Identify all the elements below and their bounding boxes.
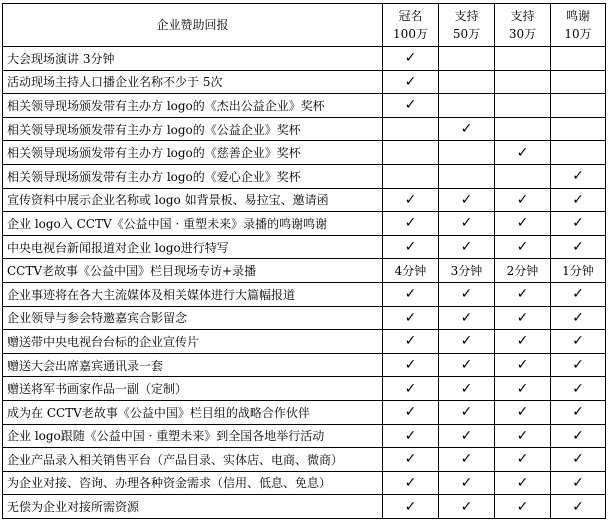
empty-cell xyxy=(551,70,606,94)
check-mark-icon: ✓ xyxy=(439,282,495,306)
check-mark-icon: ✓ xyxy=(495,400,551,424)
empty-cell xyxy=(439,141,495,165)
check-mark-icon: ✓ xyxy=(439,235,495,259)
tier-amount: 100万 xyxy=(393,27,428,41)
check-mark-icon: ✓ xyxy=(495,282,551,306)
check-mark-icon: ✓ xyxy=(383,330,439,354)
empty-cell xyxy=(551,47,606,71)
check-mark-icon: ✓ xyxy=(495,471,551,495)
empty-cell xyxy=(495,47,551,71)
check-mark-icon: ✓ xyxy=(551,495,606,519)
reward-item: 企业 logo跟随《公益中国 · 重塑未来》到全国各地举行活动 xyxy=(3,424,383,448)
check-mark-icon: ✓ xyxy=(383,471,439,495)
empty-cell xyxy=(495,70,551,94)
tier-header-3 xyxy=(551,4,606,47)
check-mark-icon: ✓ xyxy=(495,235,551,259)
reward-item: 赠送大会出席嘉宾通讯录一套 xyxy=(3,353,383,377)
check-mark-icon: ✓ xyxy=(439,330,495,354)
table-row xyxy=(3,259,606,283)
empty-cell xyxy=(551,117,606,141)
tier-name: 支持 xyxy=(510,9,535,23)
header-row xyxy=(3,4,606,47)
check-mark-icon: ✓ xyxy=(383,495,439,519)
check-mark-icon: ✓ xyxy=(439,400,495,424)
check-mark-icon: ✓ xyxy=(439,424,495,448)
table-row xyxy=(3,424,606,448)
table-row xyxy=(3,188,606,212)
check-mark-icon: ✓ xyxy=(495,353,551,377)
tier-header-2 xyxy=(495,4,551,47)
check-mark-icon: ✓ xyxy=(551,235,606,259)
check-mark-icon: ✓ xyxy=(439,306,495,330)
empty-cell xyxy=(551,94,606,118)
empty-cell xyxy=(439,70,495,94)
empty-cell xyxy=(495,117,551,141)
check-mark-icon: ✓ xyxy=(551,164,606,188)
tier-value: 3分钟 xyxy=(439,259,495,283)
reward-item: 企业领导与参会特邀嘉宾合影留念 xyxy=(3,306,383,330)
check-mark-icon: ✓ xyxy=(383,353,439,377)
check-mark-icon: ✓ xyxy=(551,424,606,448)
check-mark-icon: ✓ xyxy=(439,212,495,236)
table-row xyxy=(3,471,606,495)
empty-cell xyxy=(383,141,439,165)
empty-cell xyxy=(439,94,495,118)
check-mark-icon: ✓ xyxy=(439,448,495,472)
table-header xyxy=(3,4,606,47)
check-mark-icon: ✓ xyxy=(551,471,606,495)
table-row xyxy=(3,141,606,165)
check-mark-icon: ✓ xyxy=(495,330,551,354)
check-mark-icon: ✓ xyxy=(495,306,551,330)
tier-amount: 50万 xyxy=(452,27,481,41)
tier-name: 鸣谢 xyxy=(565,9,590,23)
empty-cell xyxy=(439,47,495,71)
check-mark-icon: ✓ xyxy=(439,495,495,519)
check-mark-icon: ✓ xyxy=(383,282,439,306)
check-mark-icon: ✓ xyxy=(383,377,439,401)
empty-cell xyxy=(383,117,439,141)
table-row xyxy=(3,47,606,71)
table-row xyxy=(3,353,606,377)
check-mark-icon: ✓ xyxy=(383,448,439,472)
table-row xyxy=(3,117,606,141)
reward-item: 无偿为企业对接所需资源 xyxy=(3,495,383,519)
check-mark-icon: ✓ xyxy=(439,471,495,495)
check-mark-icon: ✓ xyxy=(383,235,439,259)
tier-header-1 xyxy=(439,4,495,47)
tier-value: 1分钟 xyxy=(551,259,606,283)
empty-cell xyxy=(495,94,551,118)
tier-header-0 xyxy=(383,4,439,47)
reward-item: CCTV老故事《公益中国》栏目现场专访+录播 xyxy=(3,259,383,283)
check-mark-icon: ✓ xyxy=(495,377,551,401)
check-mark-icon: ✓ xyxy=(439,377,495,401)
check-mark-icon: ✓ xyxy=(495,212,551,236)
table-row xyxy=(3,400,606,424)
check-mark-icon: ✓ xyxy=(551,330,606,354)
table-row xyxy=(3,94,606,118)
check-mark-icon: ✓ xyxy=(383,424,439,448)
tier-amount: 30万 xyxy=(508,27,537,41)
tier-value: 4分钟 xyxy=(383,259,439,283)
table-row xyxy=(3,70,606,94)
reward-item: 赠送将军书画家作品一副（定制） xyxy=(3,377,383,401)
reward-item: 相关领导现场颁发带有主办方 logo的《杰出公益企业》奖杯 xyxy=(3,94,383,118)
table-row xyxy=(3,377,606,401)
reward-item: 相关领导现场颁发带有主办方 logo的《慈善企业》奖杯 xyxy=(3,141,383,165)
table-row xyxy=(3,448,606,472)
table-row xyxy=(3,164,606,188)
empty-cell xyxy=(383,164,439,188)
table-row xyxy=(3,495,606,519)
tier-amount: 10万 xyxy=(564,27,592,41)
check-mark-icon: ✓ xyxy=(383,94,439,118)
reward-item: 企业产品录入相关销售平台（产品目录、实体店、电商、微商） xyxy=(3,448,383,472)
check-mark-icon: ✓ xyxy=(439,117,495,141)
reward-item: 中央电视台新闻报道对企业 logo进行特写 xyxy=(3,235,383,259)
reward-item: 大会现场演讲 3分钟 xyxy=(3,47,383,71)
check-mark-icon: ✓ xyxy=(495,141,551,165)
tier-name: 支持 xyxy=(454,9,479,23)
check-mark-icon: ✓ xyxy=(383,212,439,236)
check-mark-icon: ✓ xyxy=(495,188,551,212)
check-mark-icon: ✓ xyxy=(439,188,495,212)
check-mark-icon: ✓ xyxy=(551,212,606,236)
table-row xyxy=(3,235,606,259)
tier-name: 冠名 xyxy=(398,9,423,23)
check-mark-icon: ✓ xyxy=(383,70,439,94)
reward-item: 相关领导现场颁发带有主办方 logo的《爱心企业》奖杯 xyxy=(3,164,383,188)
check-mark-icon: ✓ xyxy=(495,495,551,519)
reward-item: 宣传资料中展示企业名称或 logo 如背景板、易拉宝、邀请函 xyxy=(3,188,383,212)
check-mark-icon: ✓ xyxy=(383,306,439,330)
table-row xyxy=(3,212,606,236)
reward-item: 活动现场主持人口播企业名称不少于 5次 xyxy=(3,70,383,94)
check-mark-icon: ✓ xyxy=(551,353,606,377)
check-mark-icon: ✓ xyxy=(551,188,606,212)
reward-item: 赠送带中央电视台台标的企业宣传片 xyxy=(3,330,383,354)
check-mark-icon: ✓ xyxy=(551,448,606,472)
check-mark-icon: ✓ xyxy=(551,282,606,306)
table-row xyxy=(3,306,606,330)
table-row xyxy=(3,282,606,306)
table-body xyxy=(3,47,606,519)
table-title: 企业赞助回报 xyxy=(3,4,383,47)
table-row xyxy=(3,330,606,354)
check-mark-icon: ✓ xyxy=(495,424,551,448)
check-mark-icon: ✓ xyxy=(439,353,495,377)
reward-item: 为企业对接、咨询、办理各种资金需求（信用、低息、免息） xyxy=(3,471,383,495)
empty-cell xyxy=(551,141,606,165)
sponsorship-table xyxy=(2,3,606,519)
check-mark-icon: ✓ xyxy=(383,188,439,212)
reward-item: 相关领导现场颁发带有主办方 logo的《公益企业》奖杯 xyxy=(3,117,383,141)
reward-item: 成为在 CCTV老故事《公益中国》栏目组的战略合作伙伴 xyxy=(3,400,383,424)
reward-item: 企业事迹将在各大主流媒体及相关媒体进行大篇幅报道 xyxy=(3,282,383,306)
tier-value: 2分钟 xyxy=(495,259,551,283)
check-mark-icon: ✓ xyxy=(383,47,439,71)
reward-item: 企业 logo入 CCTV《公益中国 · 重塑未来》录播的鸣谢鸣谢 xyxy=(3,212,383,236)
check-mark-icon: ✓ xyxy=(495,448,551,472)
empty-cell xyxy=(439,164,495,188)
check-mark-icon: ✓ xyxy=(551,377,606,401)
check-mark-icon: ✓ xyxy=(383,400,439,424)
check-mark-icon: ✓ xyxy=(551,400,606,424)
check-mark-icon: ✓ xyxy=(551,306,606,330)
empty-cell xyxy=(495,164,551,188)
